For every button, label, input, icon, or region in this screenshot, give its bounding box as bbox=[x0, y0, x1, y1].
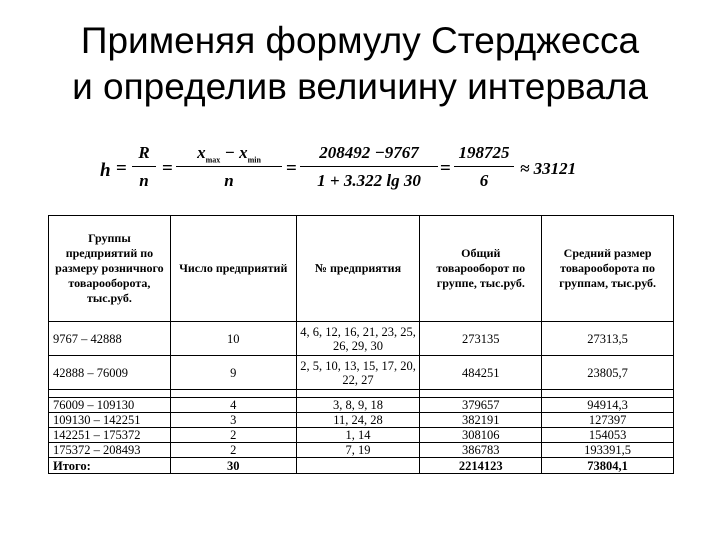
header-groups: Группы предприятий по размеру розничного товарооборота, тыс.руб. bbox=[49, 216, 171, 322]
total-cell: 484251 bbox=[420, 356, 542, 390]
ids-cell: 1, 14 bbox=[296, 428, 420, 443]
table-row bbox=[49, 356, 674, 390]
totals-average: 73804,1 bbox=[542, 458, 674, 474]
total-cell: 379657 bbox=[420, 398, 542, 413]
min-subscript: min bbox=[247, 155, 261, 165]
group-cell: 9767 – 42888 bbox=[49, 322, 171, 356]
header-ids: № предприятия bbox=[296, 216, 420, 322]
group-cell: 175372 – 208493 bbox=[49, 443, 171, 458]
fraction-r-over-n bbox=[132, 140, 156, 193]
fraction-result bbox=[454, 140, 514, 193]
formula-equals: = bbox=[162, 158, 173, 179]
count-cell: 10 bbox=[170, 322, 296, 356]
table-row bbox=[49, 322, 674, 356]
formula-equals: = bbox=[440, 158, 451, 179]
x-min-var: x bbox=[239, 143, 248, 162]
table-row bbox=[49, 443, 674, 458]
group-cell: 142251 – 175372 bbox=[49, 428, 171, 443]
fraction-numerator: R bbox=[132, 140, 156, 167]
minus-sign: − bbox=[220, 143, 240, 162]
total-cell: 308106 bbox=[420, 428, 542, 443]
fraction-numerator bbox=[176, 140, 282, 167]
fraction-denominator: n bbox=[139, 171, 149, 190]
totals-label: Итого: bbox=[49, 458, 171, 474]
totals-ids bbox=[296, 458, 420, 474]
count-cell: 9 bbox=[170, 356, 296, 390]
max-subscript: max bbox=[205, 155, 221, 165]
average-cell: 193391,5 bbox=[542, 443, 674, 458]
count-cell: 2 bbox=[170, 443, 296, 458]
fraction-denominator: 6 bbox=[479, 171, 489, 190]
ids-cell: 3, 8, 9, 18 bbox=[296, 398, 420, 413]
formula-equals: = bbox=[286, 158, 297, 179]
count-cell: 4 bbox=[170, 398, 296, 413]
total-cell: 382191 bbox=[420, 413, 542, 428]
fraction-range-over-n bbox=[176, 140, 282, 193]
ids-cell: 11, 24, 28 bbox=[296, 413, 420, 428]
header-average: Средний размер товарооборота по группам, тыс.руб. bbox=[542, 216, 674, 322]
fraction-denominator: n bbox=[224, 171, 234, 190]
fraction-values bbox=[300, 140, 438, 193]
title-line-1: Применяя формулу Стерджесса bbox=[80, 20, 640, 61]
average-cell: 27313,5 bbox=[542, 322, 674, 356]
ids-cell: 7, 19 bbox=[296, 443, 420, 458]
table-row bbox=[49, 398, 674, 413]
total-cell: 386783 bbox=[420, 443, 542, 458]
ids-cell: 2, 5, 10, 13, 15, 17, 20, 22, 27 bbox=[296, 356, 420, 390]
table-row bbox=[49, 413, 674, 428]
count-cell: 3 bbox=[170, 413, 296, 428]
group-cell: 76009 – 109130 bbox=[49, 398, 171, 413]
grouping-table bbox=[48, 215, 674, 474]
x-max-var: x bbox=[197, 143, 206, 162]
formula-equals: = bbox=[116, 158, 127, 179]
header-count: Число предприятий bbox=[170, 216, 296, 322]
table-totals-row bbox=[49, 458, 674, 474]
count-cell: 2 bbox=[170, 428, 296, 443]
formula-lhs: h bbox=[100, 160, 111, 181]
ids-cell: 4, 6, 12, 16, 21, 23, 25, 26, 29, 30 bbox=[296, 322, 420, 356]
fraction-denominator: 1 + 3.322 lg 30 bbox=[317, 171, 421, 190]
header-total: Общий товарооборот по группе, тыс.руб. bbox=[420, 216, 542, 322]
table-row bbox=[49, 428, 674, 443]
total-cell: 273135 bbox=[420, 322, 542, 356]
formula-result: ≈ 33121 bbox=[520, 159, 577, 178]
totals-total: 2214123 bbox=[420, 458, 542, 474]
table-spacer-row bbox=[49, 390, 674, 398]
title-line-2: и определив величину интервала bbox=[72, 66, 648, 107]
fraction-numerator: 208492 −9767 bbox=[300, 140, 438, 167]
fraction-numerator: 198725 bbox=[454, 140, 514, 167]
table-header-row bbox=[49, 216, 674, 322]
average-cell: 23805,7 bbox=[542, 356, 674, 390]
sturges-formula bbox=[100, 140, 600, 200]
average-cell: 94914,3 bbox=[542, 398, 674, 413]
average-cell: 127397 bbox=[542, 413, 674, 428]
slide-title bbox=[0, 18, 720, 110]
totals-count: 30 bbox=[170, 458, 296, 474]
average-cell: 154053 bbox=[542, 428, 674, 443]
group-cell: 109130 – 142251 bbox=[49, 413, 171, 428]
group-cell: 42888 – 76009 bbox=[49, 356, 171, 390]
